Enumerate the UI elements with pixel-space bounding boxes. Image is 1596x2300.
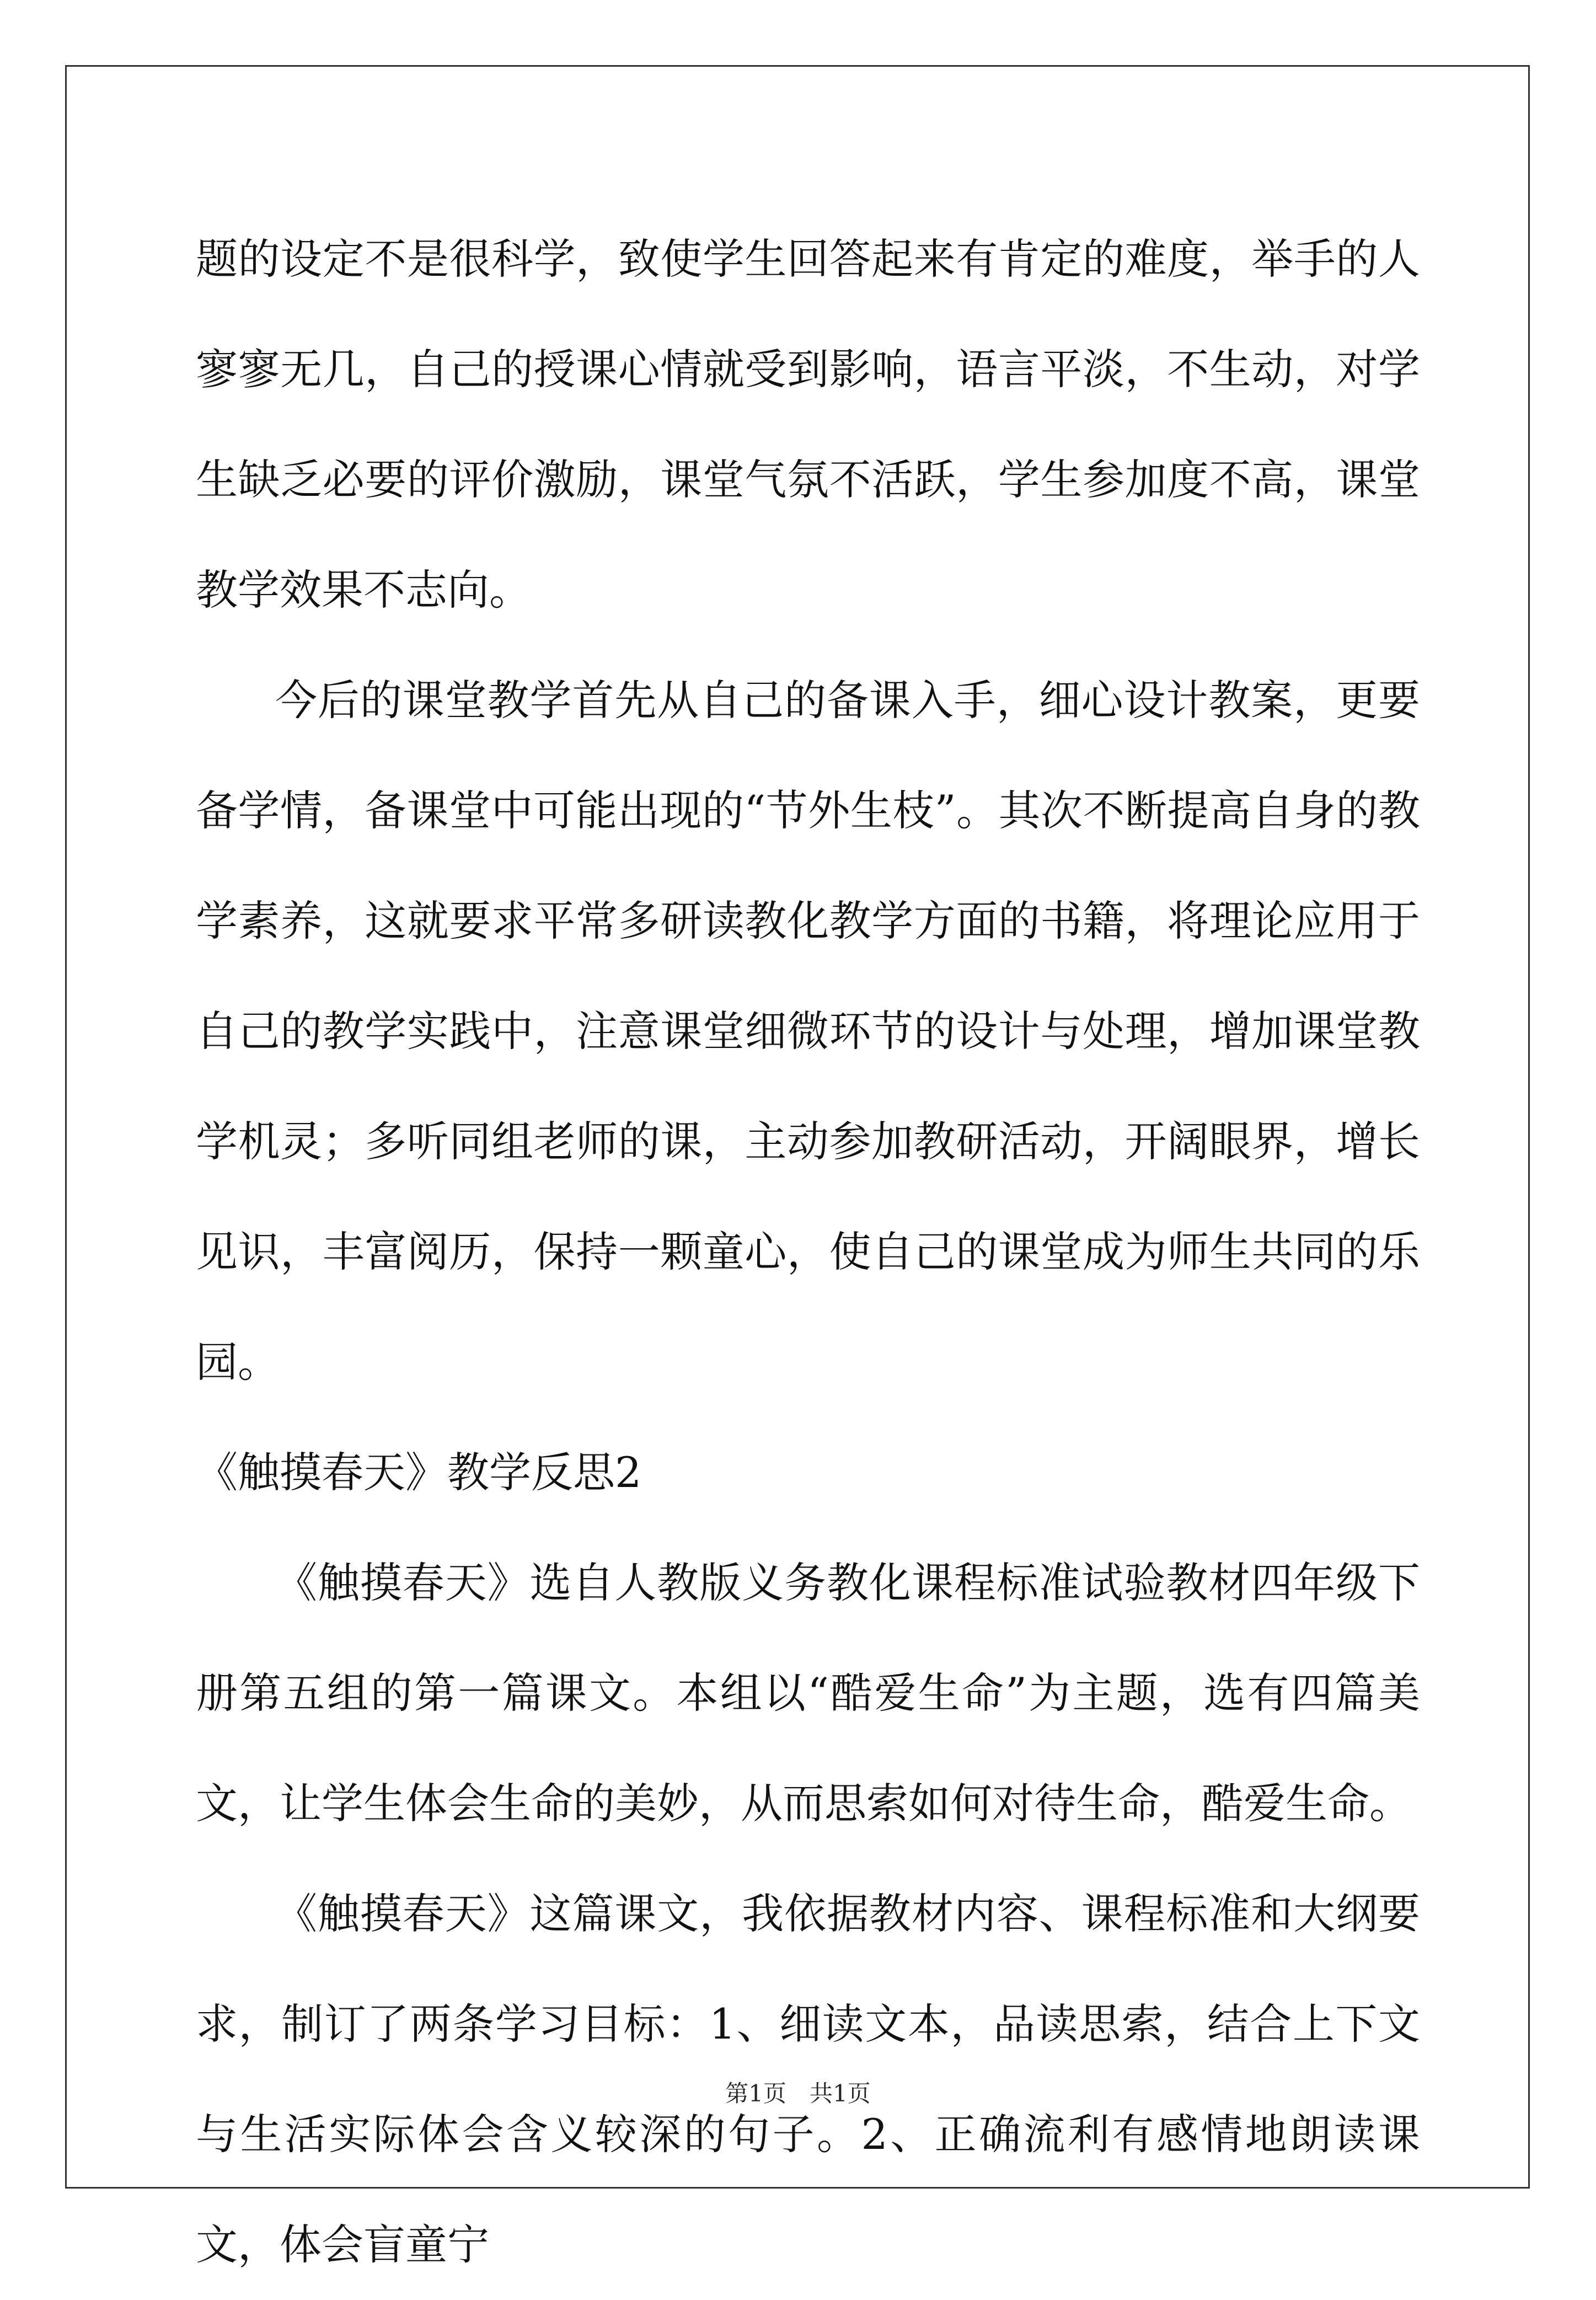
page-footer: 第1页 共1页 [725, 2080, 871, 2107]
paragraph-4: 《触摸春天》这篇课文，我依据教材内容、课程标准和大纲要求，制订了两条学习目标：1、细读文本，品读思索，结合上下文与生活实际体会含义较深的句子。2、正确流利有感情地朗读课文，体会盲童宁 [196, 1889, 1420, 2269]
paragraph-2: 今后的课堂教学首先从自己的备课入手，细心设计教案，更要备学情，备课堂中可能出现的“节外生枝”。其次不断提高自身的教学素养，这就要求平常多研读教化教学方面的书籍，将理论应用于自己的教学实践中，注意课堂细微环节的设计与处理，增加课堂教学机灵；多听同组老师的课，主动参加教研活动，开阔眼界，增长见识，丰富阅历，保持一颗童心，使自己的课堂成为师生共同的乐园。 [196, 676, 1420, 1387]
section-heading: 《触摸春天》教学反思2 [196, 1448, 642, 1497]
paragraph-1: 题的设定不是很科学，致使学生回答起来有肯定的难度，举手的人寥寥无几，自己的授课心情就受到影响，语言平淡，不生动，对学生缺乏必要的评价激励，课堂气氛不活跃，学生参加度不高，课堂教学效果不志向。 [196, 234, 1420, 614]
paragraph-3: 《触摸春天》选自人教版义务教化课程标准试验教材四年级下册第五组的第一篇课文。本组以“酷爱生命”为主题，选有四篇美文，让学生体会生命的美妙，从而思索如何对待生命，酷爱生命。 [196, 1558, 1420, 1828]
document-body [196, 204, 1420, 2300]
